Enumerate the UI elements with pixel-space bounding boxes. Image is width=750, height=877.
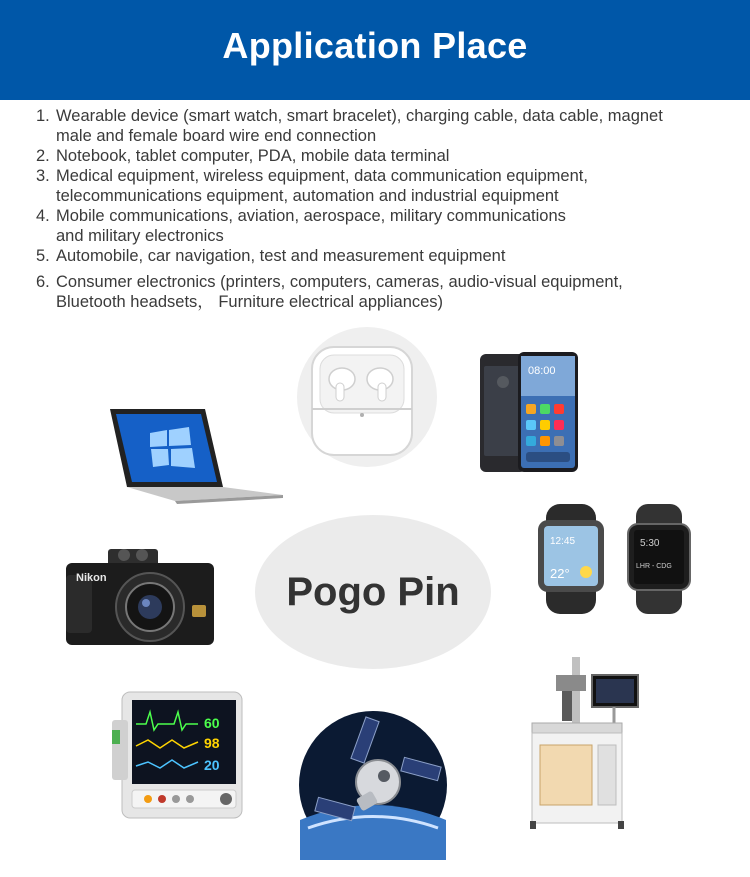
list-item — [36, 246, 726, 266]
smartphone-image — [478, 352, 580, 474]
list-item — [36, 206, 726, 246]
item-number: 4. — [36, 207, 50, 225]
laptop-image — [105, 405, 285, 505]
item-number: 3. — [36, 167, 50, 185]
item-number: 2. — [36, 147, 50, 165]
watch1-temp: 22° — [550, 566, 570, 581]
item-number: 1. — [36, 107, 50, 125]
earbuds-case-image — [292, 325, 442, 470]
item-number: 5. — [36, 247, 50, 265]
list-item — [36, 106, 726, 146]
list-item — [36, 146, 726, 166]
header-banner — [0, 0, 750, 100]
camera-image — [64, 545, 216, 650]
pogo-pin-badge — [255, 515, 491, 669]
item-text: Mobile communications, aviation, aerospace, military communications and military electronics — [56, 207, 566, 245]
item-text: Automobile, car navigation, test and measurement equipment — [56, 247, 506, 265]
patient-monitor-image — [108, 690, 246, 820]
monitor-value-spo2: 98 — [204, 735, 220, 751]
monitor-value-hr: 60 — [204, 715, 220, 731]
item-text: Wearable device (smart watch, smart bracelet), charging cable, data cable, magnet male and female board wire end connection — [56, 107, 663, 145]
watch2-route: LHR - CDG — [636, 563, 672, 570]
list-item — [36, 272, 726, 312]
laser-machine-image — [512, 655, 642, 830]
camera-brand: Nikon — [76, 572, 107, 584]
item-text: Consumer electronics (printers, computers, cameras, audio-visual equipment, Bluetooth headsets， Furniture electrical appliances) — [56, 273, 623, 311]
watch2-time: 5:30 — [640, 538, 660, 549]
item-number: 6. — [36, 273, 50, 291]
spacecraft-image — [298, 710, 448, 860]
phone-time: 08:00 — [528, 365, 556, 377]
item-text: Notebook, tablet computer, PDA, mobile data terminal — [56, 147, 450, 165]
monitor-value-rr: 20 — [204, 757, 220, 773]
application-list — [36, 106, 726, 312]
page-title: Application Place — [222, 25, 528, 66]
smartwatch-image — [532, 502, 692, 617]
watch1-time: 12:45 — [550, 536, 576, 547]
item-text: Medical equipment, wireless equipment, data communication equipment, telecommunications equipment, automation and industrial equipment — [56, 167, 588, 205]
pogo-pin-label: Pogo Pin — [286, 569, 460, 614]
list-item — [36, 166, 726, 206]
